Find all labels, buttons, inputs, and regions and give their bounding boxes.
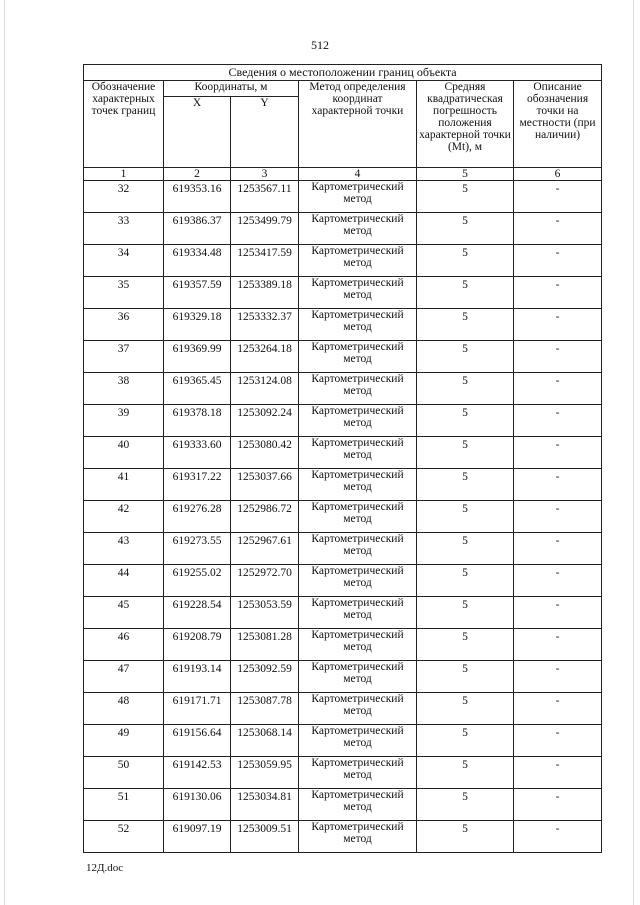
cell-point-number: 37: [84, 341, 164, 373]
cell-y-coordinate: 1253499.79: [231, 213, 299, 245]
header-x: X: [164, 97, 231, 168]
cell-x-coordinate: 619378.18: [164, 405, 231, 437]
header-y: Y: [231, 97, 299, 168]
cell-point-number: 36: [84, 309, 164, 341]
cell-error: 5: [417, 533, 514, 565]
cell-y-coordinate: 1252986.72: [231, 501, 299, 533]
cell-error: 5: [417, 821, 514, 853]
cell-x-coordinate: 619273.55: [164, 533, 231, 565]
header-designation: Обозначение характерных точек границ: [84, 81, 164, 168]
table-row: [84, 277, 602, 309]
cell-description: -: [514, 597, 602, 629]
cell-x-coordinate: 619228.54: [164, 597, 231, 629]
cell-point-number: 34: [84, 245, 164, 277]
header-row: [84, 81, 602, 97]
cell-description: -: [514, 277, 602, 309]
column-number: 4: [299, 168, 417, 181]
cell-error: 5: [417, 405, 514, 437]
cell-method: Картометрический метод: [299, 341, 417, 373]
cell-x-coordinate: 619208.79: [164, 629, 231, 661]
cell-x-coordinate: 619369.99: [164, 341, 231, 373]
cell-description: -: [514, 341, 602, 373]
cell-y-coordinate: 1253092.24: [231, 405, 299, 437]
cell-error: 5: [417, 373, 514, 405]
scan-edge-right: [633, 0, 634, 905]
cell-y-coordinate: 1253068.14: [231, 725, 299, 757]
table-row: [84, 213, 602, 245]
table-row: [84, 725, 602, 757]
cell-error: 5: [417, 565, 514, 597]
cell-description: -: [514, 821, 602, 853]
cell-y-coordinate: 1253009.51: [231, 821, 299, 853]
cell-point-number: 47: [84, 661, 164, 693]
table-row: [84, 437, 602, 469]
cell-point-number: 35: [84, 277, 164, 309]
cell-point-number: 33: [84, 213, 164, 245]
cell-description: -: [514, 789, 602, 821]
cell-point-number: 49: [84, 725, 164, 757]
table-row: [84, 469, 602, 501]
table-title: Сведения о местоположении границ объекта: [84, 65, 602, 81]
table-row: [84, 821, 602, 853]
cell-error: 5: [417, 501, 514, 533]
table-row: [84, 341, 602, 373]
cell-x-coordinate: 619276.28: [164, 501, 231, 533]
cell-method: Картометрический метод: [299, 629, 417, 661]
cell-y-coordinate: 1253053.59: [231, 597, 299, 629]
cell-x-coordinate: 619142.53: [164, 757, 231, 789]
cell-x-coordinate: 619130.06: [164, 789, 231, 821]
cell-method: Картометрический метод: [299, 437, 417, 469]
cell-point-number: 32: [84, 181, 164, 213]
column-number: 1: [84, 168, 164, 181]
table-row: [84, 373, 602, 405]
cell-error: 5: [417, 341, 514, 373]
table-row: [84, 181, 602, 213]
cell-x-coordinate: 619329.18: [164, 309, 231, 341]
cell-method: Картометрический метод: [299, 597, 417, 629]
cell-y-coordinate: 1253081.28: [231, 629, 299, 661]
cell-method: Картометрический метод: [299, 693, 417, 725]
cell-method: Картометрический метод: [299, 373, 417, 405]
cell-point-number: 42: [84, 501, 164, 533]
cell-x-coordinate: 619156.64: [164, 725, 231, 757]
column-number: 2: [164, 168, 231, 181]
cell-description: -: [514, 405, 602, 437]
cell-x-coordinate: 619317.22: [164, 469, 231, 501]
table-row: [84, 789, 602, 821]
cell-x-coordinate: 619097.19: [164, 821, 231, 853]
cell-x-coordinate: 619334.48: [164, 245, 231, 277]
cell-y-coordinate: 1253389.18: [231, 277, 299, 309]
cell-description: -: [514, 309, 602, 341]
cell-description: -: [514, 661, 602, 693]
column-number: 5: [417, 168, 514, 181]
cell-method: Картометрический метод: [299, 821, 417, 853]
cell-method: Картометрический метод: [299, 789, 417, 821]
footer-filename: 12Д.doc: [86, 862, 124, 874]
cell-description: -: [514, 725, 602, 757]
cell-error: 5: [417, 213, 514, 245]
cell-y-coordinate: 1253080.42: [231, 437, 299, 469]
cell-description: -: [514, 533, 602, 565]
page-number: 512: [311, 38, 329, 52]
column-number-row: [84, 168, 602, 181]
cell-description: -: [514, 693, 602, 725]
cell-point-number: 48: [84, 693, 164, 725]
cell-x-coordinate: 619193.14: [164, 661, 231, 693]
cell-y-coordinate: 1253059.95: [231, 757, 299, 789]
cell-method: Картометрический метод: [299, 565, 417, 597]
cell-x-coordinate: 619333.60: [164, 437, 231, 469]
cell-description: -: [514, 565, 602, 597]
column-number: 6: [514, 168, 602, 181]
cell-point-number: 46: [84, 629, 164, 661]
cell-method: Картометрический метод: [299, 277, 417, 309]
cell-description: -: [514, 437, 602, 469]
table-row: [84, 693, 602, 725]
cell-description: -: [514, 757, 602, 789]
cell-y-coordinate: 1253567.11: [231, 181, 299, 213]
table-row: [84, 501, 602, 533]
cell-error: 5: [417, 277, 514, 309]
cell-x-coordinate: 619171.71: [164, 693, 231, 725]
header-description: Описание обозначения точки на местности (при наличии): [514, 81, 602, 168]
cell-error: 5: [417, 181, 514, 213]
cell-x-coordinate: 619353.16: [164, 181, 231, 213]
cell-method: Картометрический метод: [299, 469, 417, 501]
scan-edge-left: [4, 0, 5, 905]
cell-method: Картометрический метод: [299, 405, 417, 437]
header-method: Метод определения координат характерной точки: [299, 81, 417, 168]
cell-point-number: 44: [84, 565, 164, 597]
column-number: 3: [231, 168, 299, 181]
cell-error: 5: [417, 309, 514, 341]
cell-point-number: 38: [84, 373, 164, 405]
cell-y-coordinate: 1253034.81: [231, 789, 299, 821]
cell-method: Картометрический метод: [299, 757, 417, 789]
cell-description: -: [514, 181, 602, 213]
cell-point-number: 43: [84, 533, 164, 565]
cell-method: Картометрический метод: [299, 725, 417, 757]
cell-error: 5: [417, 597, 514, 629]
cell-error: 5: [417, 245, 514, 277]
cell-error: 5: [417, 693, 514, 725]
cell-x-coordinate: 619365.45: [164, 373, 231, 405]
cell-method: Картометрический метод: [299, 181, 417, 213]
cell-point-number: 50: [84, 757, 164, 789]
cell-y-coordinate: 1253087.78: [231, 693, 299, 725]
cell-method: Картометрический метод: [299, 533, 417, 565]
cell-error: 5: [417, 437, 514, 469]
cell-y-coordinate: 1253264.18: [231, 341, 299, 373]
cell-point-number: 52: [84, 821, 164, 853]
cell-error: 5: [417, 661, 514, 693]
cell-description: -: [514, 213, 602, 245]
cell-point-number: 40: [84, 437, 164, 469]
header-coordinates: Координаты, м: [164, 81, 299, 97]
cell-method: Картометрический метод: [299, 661, 417, 693]
cell-error: 5: [417, 725, 514, 757]
cell-point-number: 39: [84, 405, 164, 437]
table-title-row: [84, 65, 602, 81]
cell-description: -: [514, 373, 602, 405]
cell-description: -: [514, 469, 602, 501]
header-error: Средняя квадратическая погрешность положения характерной точки (Mt), м: [417, 81, 514, 168]
cell-method: Картометрический метод: [299, 501, 417, 533]
cell-method: Картометрический метод: [299, 309, 417, 341]
cell-point-number: 51: [84, 789, 164, 821]
table-row: [84, 533, 602, 565]
cell-y-coordinate: 1253037.66: [231, 469, 299, 501]
table-row: [84, 661, 602, 693]
cell-y-coordinate: 1253417.59: [231, 245, 299, 277]
table-row: [84, 405, 602, 437]
table-row: [84, 757, 602, 789]
table-row: [84, 309, 602, 341]
cell-y-coordinate: 1252967.61: [231, 533, 299, 565]
cell-error: 5: [417, 789, 514, 821]
cell-x-coordinate: 619386.37: [164, 213, 231, 245]
cell-description: -: [514, 629, 602, 661]
cell-method: Картометрический метод: [299, 213, 417, 245]
table-row: [84, 597, 602, 629]
cell-y-coordinate: 1253092.59: [231, 661, 299, 693]
table-row: [84, 245, 602, 277]
table-row: [84, 629, 602, 661]
cell-error: 5: [417, 469, 514, 501]
cell-x-coordinate: 619357.59: [164, 277, 231, 309]
cell-x-coordinate: 619255.02: [164, 565, 231, 597]
cell-point-number: 45: [84, 597, 164, 629]
cell-error: 5: [417, 757, 514, 789]
cell-y-coordinate: 1253124.08: [231, 373, 299, 405]
cell-description: -: [514, 501, 602, 533]
boundary-coordinates-table: [83, 64, 602, 853]
cell-point-number: 41: [84, 469, 164, 501]
cell-description: -: [514, 245, 602, 277]
cell-y-coordinate: 1252972.70: [231, 565, 299, 597]
cell-error: 5: [417, 629, 514, 661]
cell-method: Картометрический метод: [299, 245, 417, 277]
cell-y-coordinate: 1253332.37: [231, 309, 299, 341]
table-row: [84, 565, 602, 597]
